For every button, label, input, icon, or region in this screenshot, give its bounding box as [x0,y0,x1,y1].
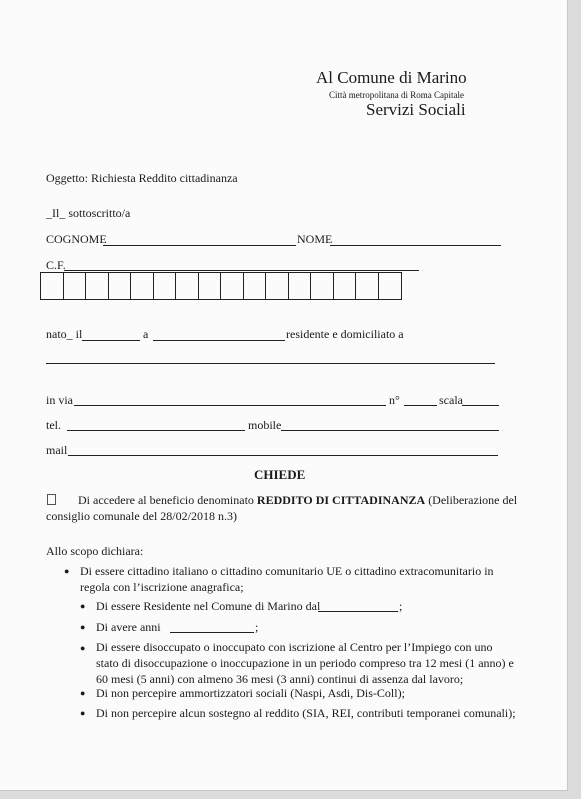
request-bold: REDDITO DI CITTADINANZA [256,493,426,507]
cf-cell[interactable] [311,273,334,299]
anni-field[interactable] [170,632,254,633]
recipient-servizi: Servizi Sociali [366,100,466,119]
cf-cell[interactable] [289,273,312,299]
a-label: a [143,327,149,341]
scala-label: scala [439,393,463,407]
cf-underline [64,270,419,271]
item4-line3: 60 mesi (5 anni) con almeno 36 mesi (3 anni) continui di assenza dal lavoro; [96,672,464,686]
chiede-heading: CHIEDE [254,467,306,482]
nato-label: nato_ il [46,327,83,341]
mail-label: mail [46,443,68,457]
bullet-icon: ● [80,688,86,698]
bullet-icon: ● [64,566,70,576]
cognome-label: COGNOME [46,232,107,246]
item3-text: Di avere anni [96,620,161,634]
cf-cell[interactable] [64,273,87,299]
cf-cell[interactable] [109,273,132,299]
item4-line1: Di essere disoccupato o inoccupato con iscrizione al Centro per l’Impiego con uno [96,640,493,654]
residente-dal-field[interactable] [318,611,398,612]
numero-field[interactable] [404,405,437,406]
cf-cell[interactable] [356,273,379,299]
cognome-field[interactable] [103,245,296,246]
cf-cell[interactable] [334,273,357,299]
residente-label: residente e domiciliato a [286,327,404,341]
item2-text: Di essere Residente nel Comune di Marino dal [96,599,321,613]
scala-field[interactable] [462,405,499,406]
nato-date-field[interactable] [82,340,140,341]
cf-cell[interactable] [221,273,244,299]
cf-cell[interactable] [41,273,64,299]
item1-line2: regola con l’iscrizione anagrafica; [80,580,244,594]
item5-text: Di non percepire ammortizzatori sociali (Naspi, Asdi, Dis-Coll); [96,686,405,700]
item3-end: ; [255,620,259,634]
tel-field[interactable] [67,430,245,431]
sottoscritto-label: _Il_ sottoscritto/a [46,206,131,220]
via-field[interactable] [74,405,386,406]
cf-label: C.F. [46,258,66,272]
item4-line2: stato di disoccupazione o inoccupazione in un periodo compreso tra 12 mesi (1 anno) e [96,656,514,670]
tel-label: tel. [46,418,61,432]
codice-fiscale-grid[interactable] [40,272,402,300]
nome-field[interactable] [330,245,501,246]
cf-cell[interactable] [244,273,267,299]
recipient-comune: Al Comune di Marino [316,68,467,87]
request-line2: consiglio comunale del 28/02/2018 n.3) [46,509,237,523]
nome-label: NOME [297,232,333,246]
item2-end: ; [399,599,403,613]
residenza-field[interactable] [46,363,495,364]
bullet-icon: ● [80,643,86,653]
cf-cell[interactable] [86,273,109,299]
cf-cell[interactable] [176,273,199,299]
subject-line: Oggetto: Richiesta Reddito cittadinanza [46,171,238,185]
cf-cell[interactable] [266,273,289,299]
via-label: in via [46,393,73,407]
birthplace-field[interactable] [153,340,285,341]
request-suffix: (Deliberazione del [425,493,518,507]
mobile-label: mobile [248,418,282,432]
cf-cell[interactable] [154,273,177,299]
request-line1 [78,493,517,508]
item1-line1: Di essere cittadino italiano o cittadino comunitario UE o cittadino extracomunitario in [80,564,494,578]
cf-cell[interactable] [131,273,154,299]
bullet-icon: ● [80,601,86,611]
recipient-citta: Città metropolitana di Roma Capitale [329,90,464,100]
cf-cell[interactable] [379,273,402,299]
numero-label: n° [389,393,400,407]
scopo-label: Allo scopo dichiara: [46,544,144,558]
bullet-icon: ● [80,622,86,632]
request-prefix: Di accedere al beneficio denominato [78,493,257,507]
mail-field[interactable] [68,455,498,456]
item6-text: Di non percepire alcun sostegno al reddito (SIA, REI, contributi temporanei comunali); [96,706,516,720]
bullet-icon: ● [80,708,86,718]
mobile-field[interactable] [281,430,499,431]
request-checkbox[interactable] [47,494,56,505]
cf-cell[interactable] [199,273,222,299]
